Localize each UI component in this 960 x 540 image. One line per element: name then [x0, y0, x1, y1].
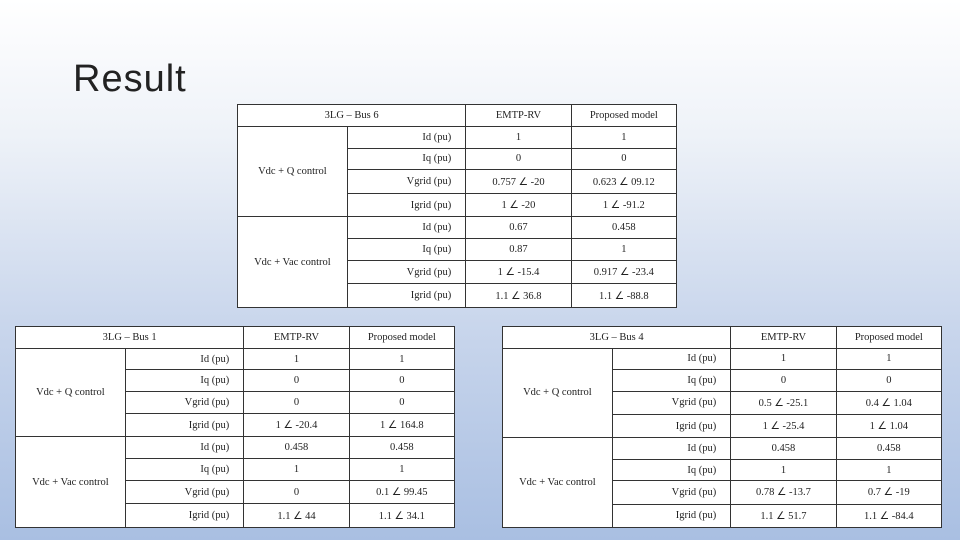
parameter-cell: Iq (pu) — [125, 370, 244, 392]
proposed-value-cell: 1 — [571, 126, 676, 148]
emtp-value-cell: 1.1 ∠ 44 — [244, 504, 349, 528]
proposed-value-cell: 0.458 — [571, 217, 676, 239]
emtp-value-cell: 1.1 ∠ 36.8 — [466, 284, 571, 308]
proposed-value-cell: 0.458 — [349, 437, 454, 459]
proposed-value-cell: 1 ∠ 164.8 — [349, 413, 454, 437]
emtp-value-cell: 0.87 — [466, 239, 571, 261]
parameter-cell: Id (pu) — [347, 126, 466, 148]
proposed-value-cell: 0.917 ∠ -23.4 — [571, 260, 676, 284]
proposed-value-cell: 0 — [349, 392, 454, 414]
table-row — [16, 437, 455, 459]
parameter-cell: Id (pu) — [125, 348, 244, 370]
parameter-cell: Igrid (pu) — [347, 284, 466, 308]
table-row — [16, 348, 455, 370]
proposed-value-cell: 1.1 ∠ 34.1 — [349, 504, 454, 528]
scenario-header: 3LG – Bus 4 — [503, 327, 731, 349]
proposed-value-cell: 0 — [349, 370, 454, 392]
emtp-value-cell: 1 — [244, 348, 349, 370]
emtp-value-cell: 0.458 — [731, 438, 836, 460]
emtp-value-cell: 1 ∠ -25.4 — [731, 414, 836, 437]
proposed-model-header: Proposed model — [571, 105, 676, 127]
results-table-bus4 — [502, 326, 942, 528]
parameter-cell: Vgrid (pu) — [347, 170, 466, 194]
proposed-value-cell: 1 — [836, 348, 941, 370]
emtp-value-cell: 0.5 ∠ -25.1 — [731, 391, 836, 414]
parameter-cell: Igrid (pu) — [612, 414, 731, 437]
control-mode-cell: Vdc + Q control — [238, 126, 348, 217]
table-row — [503, 348, 942, 370]
proposed-value-cell: 0 — [836, 370, 941, 392]
proposed-value-cell: 0.4 ∠ 1.04 — [836, 391, 941, 414]
parameter-cell: Iq (pu) — [347, 148, 466, 170]
emtp-value-cell: 1 ∠ -20.4 — [244, 413, 349, 437]
proposed-value-cell: 1 — [571, 239, 676, 261]
emtp-value-cell: 0 — [244, 370, 349, 392]
proposed-value-cell: 1 — [836, 459, 941, 481]
parameter-cell: Iq (pu) — [125, 459, 244, 481]
emtp-value-cell: 0 — [731, 370, 836, 392]
emtp-value-cell: 1 — [466, 126, 571, 148]
parameter-cell: Id (pu) — [125, 437, 244, 459]
emtp-value-cell: 1 — [244, 459, 349, 481]
parameter-cell: Iq (pu) — [612, 370, 731, 392]
parameter-cell: Vgrid (pu) — [125, 480, 244, 504]
results-table-bus6 — [237, 104, 677, 308]
table-header-row — [503, 327, 942, 349]
table-header-row — [16, 327, 455, 349]
parameter-cell: Id (pu) — [347, 217, 466, 239]
proposed-value-cell: 1 — [349, 459, 454, 481]
proposed-value-cell: 0 — [571, 148, 676, 170]
proposed-model-header: Proposed model — [349, 327, 454, 349]
control-mode-cell: Vdc + Q control — [16, 348, 126, 437]
proposed-value-cell: 0.1 ∠ 99.45 — [349, 480, 454, 504]
proposed-value-cell: 0.7 ∠ -19 — [836, 481, 941, 504]
table-row — [238, 217, 677, 239]
parameter-cell: Iq (pu) — [347, 239, 466, 261]
emtp-value-cell: 1 — [731, 348, 836, 370]
emtp-value-cell: 0.458 — [244, 437, 349, 459]
slide-title: Result — [73, 58, 187, 100]
proposed-value-cell: 0.623 ∠ 09.12 — [571, 170, 676, 194]
emtp-value-cell: 0.78 ∠ -13.7 — [731, 481, 836, 504]
emtp-rv-header: EMTP-RV — [731, 327, 836, 349]
control-mode-cell: Vdc + Vac control — [503, 438, 613, 528]
scenario-header: 3LG – Bus 1 — [16, 327, 244, 349]
parameter-cell: Id (pu) — [612, 438, 731, 460]
emtp-value-cell: 1 — [731, 459, 836, 481]
proposed-model-header: Proposed model — [836, 327, 941, 349]
table-header-row — [238, 105, 677, 127]
emtp-value-cell: 0.757 ∠ -20 — [466, 170, 571, 194]
table-row — [503, 438, 942, 460]
proposed-value-cell: 1.1 ∠ -84.4 — [836, 504, 941, 527]
emtp-value-cell: 1.1 ∠ 51.7 — [731, 504, 836, 527]
emtp-value-cell: 0.67 — [466, 217, 571, 239]
proposed-value-cell: 1.1 ∠ -88.8 — [571, 284, 676, 308]
parameter-cell: Vgrid (pu) — [612, 391, 731, 414]
parameter-cell: Vgrid (pu) — [125, 392, 244, 414]
scenario-header: 3LG – Bus 6 — [238, 105, 466, 127]
parameter-cell: Igrid (pu) — [125, 504, 244, 528]
results-table-bus1 — [15, 326, 455, 528]
parameter-cell: Igrid (pu) — [612, 504, 731, 527]
parameter-cell: Vgrid (pu) — [347, 260, 466, 284]
proposed-value-cell: 1 ∠ -91.2 — [571, 193, 676, 217]
parameter-cell: Iq (pu) — [612, 459, 731, 481]
parameter-cell: Igrid (pu) — [347, 193, 466, 217]
emtp-value-cell: 0 — [244, 392, 349, 414]
emtp-value-cell: 1 ∠ -20 — [466, 193, 571, 217]
emtp-rv-header: EMTP-RV — [466, 105, 571, 127]
control-mode-cell: Vdc + Vac control — [16, 437, 126, 528]
proposed-value-cell: 1 ∠ 1.04 — [836, 414, 941, 437]
parameter-cell: Vgrid (pu) — [612, 481, 731, 504]
parameter-cell: Igrid (pu) — [125, 413, 244, 437]
emtp-value-cell: 0 — [466, 148, 571, 170]
emtp-value-cell: 0 — [244, 480, 349, 504]
table-row — [238, 126, 677, 148]
parameter-cell: Id (pu) — [612, 348, 731, 370]
proposed-value-cell: 1 — [349, 348, 454, 370]
emtp-value-cell: 1 ∠ -15.4 — [466, 260, 571, 284]
emtp-rv-header: EMTP-RV — [244, 327, 349, 349]
control-mode-cell: Vdc + Vac control — [238, 217, 348, 308]
control-mode-cell: Vdc + Q control — [503, 348, 613, 438]
proposed-value-cell: 0.458 — [836, 438, 941, 460]
